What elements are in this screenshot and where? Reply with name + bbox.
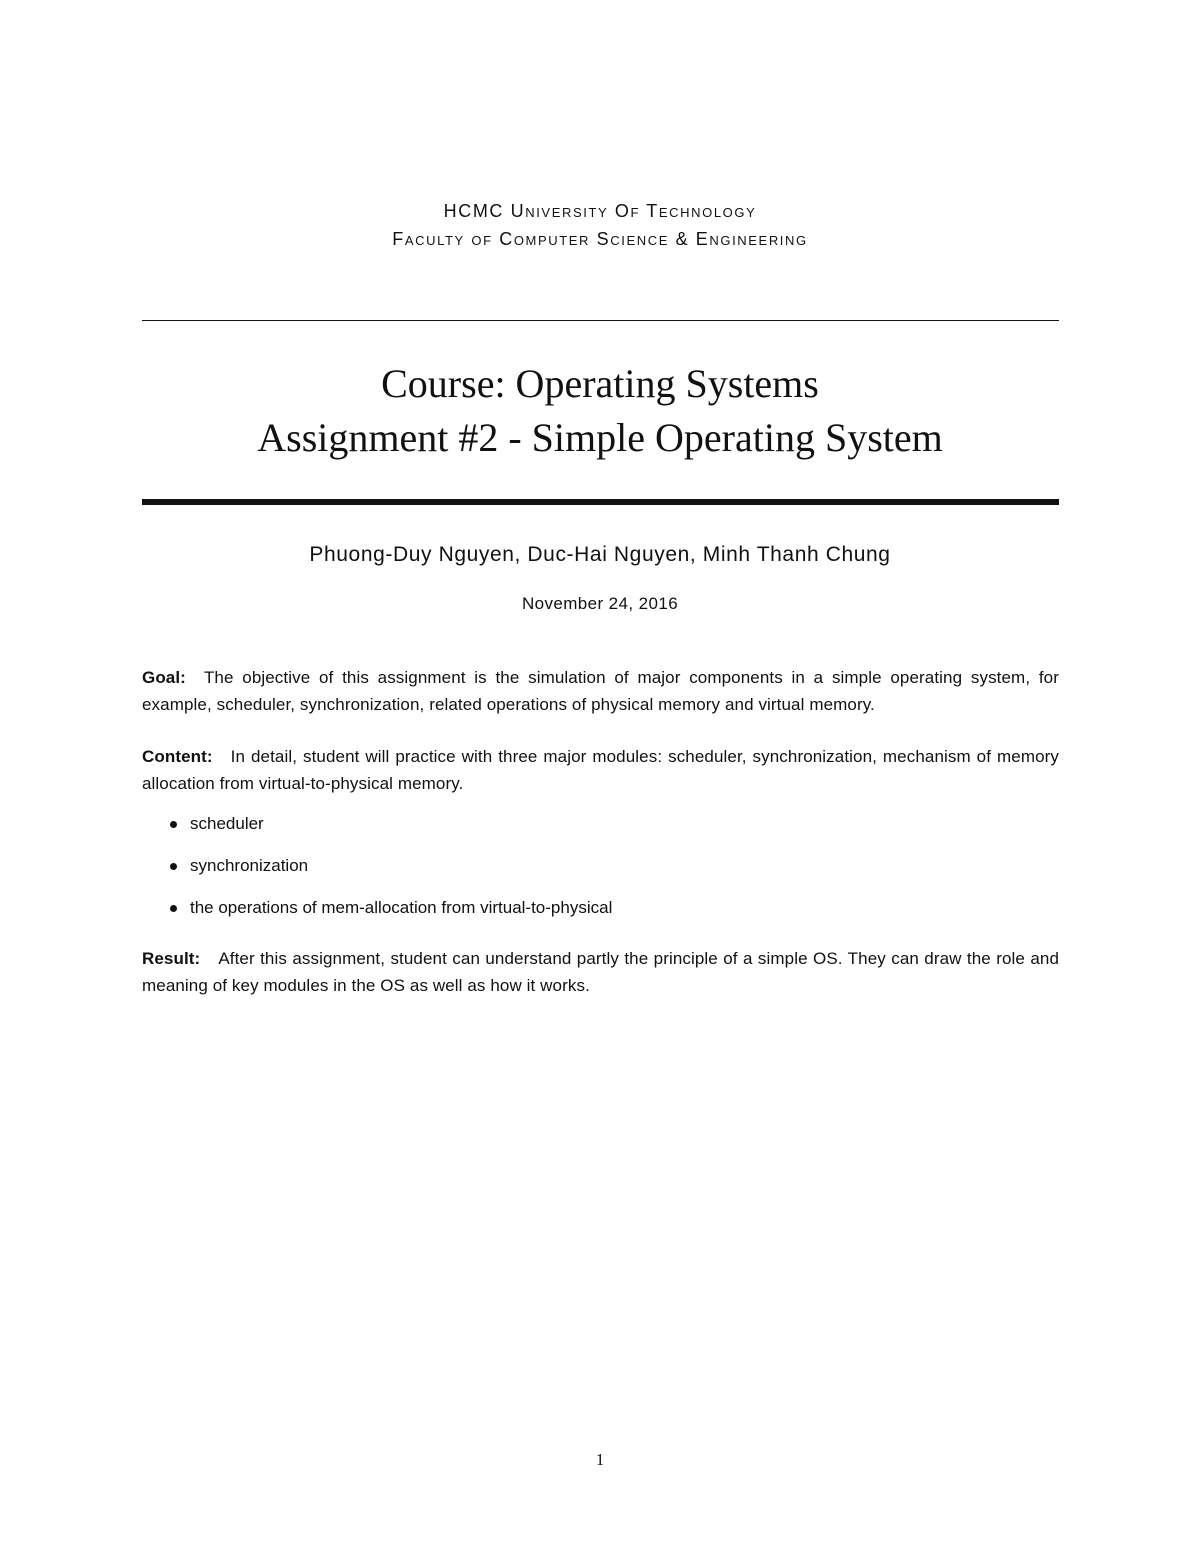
module-list: [170, 812, 612, 938]
bullet-icon: [170, 905, 177, 912]
content-heading: Content:: [142, 747, 213, 766]
bullet-icon: [170, 821, 177, 828]
result-heading: Result:: [142, 949, 201, 968]
content-paragraph: [142, 743, 1059, 797]
page-number: 1: [595, 1450, 605, 1469]
list-item: [170, 812, 612, 854]
authors: Phuong-Duy Nguyen, Duc-Hai Nguyen, Minh Thanh Chung: [309, 543, 891, 566]
list-item: [170, 896, 612, 938]
goal-text: The objective of this assignment is the simulation of major components in a simple operating system, for example, scheduler, synchronization, related operations of physical memory and virtual memory.: [142, 668, 1059, 714]
top-rule: [142, 320, 1059, 321]
result-paragraph: [142, 945, 1059, 999]
course-title: Course: Operating Systems: [381, 361, 819, 406]
faculty-name: Faculty of Computer Science & Engineering: [392, 229, 808, 249]
goal-heading: Goal:: [142, 668, 186, 687]
list-item: [170, 854, 612, 896]
list-item-text: the operations of mem-allocation from virtual-to-physical: [190, 898, 613, 917]
bottom-rule: [142, 499, 1059, 505]
university-name: HCMC University Of Technology: [443, 201, 757, 221]
goal-paragraph: [142, 664, 1059, 718]
assignment-title: Assignment #2 - Simple Operating System: [257, 415, 943, 460]
list-item-text: scheduler: [190, 814, 264, 833]
list-item-text: synchronization: [190, 856, 309, 875]
date: November 24, 2016: [521, 594, 679, 613]
content-text: In detail, student will practice with three major modules: scheduler, synchronization, mechanism of memory allocation from virtual-to-physical memory.: [142, 747, 1059, 793]
bullet-icon: [170, 863, 177, 870]
result-text: After this assignment, student can understand partly the principle of a simple OS. They can draw the role and meaning of key modules in the OS as well as how it works.: [142, 949, 1059, 995]
